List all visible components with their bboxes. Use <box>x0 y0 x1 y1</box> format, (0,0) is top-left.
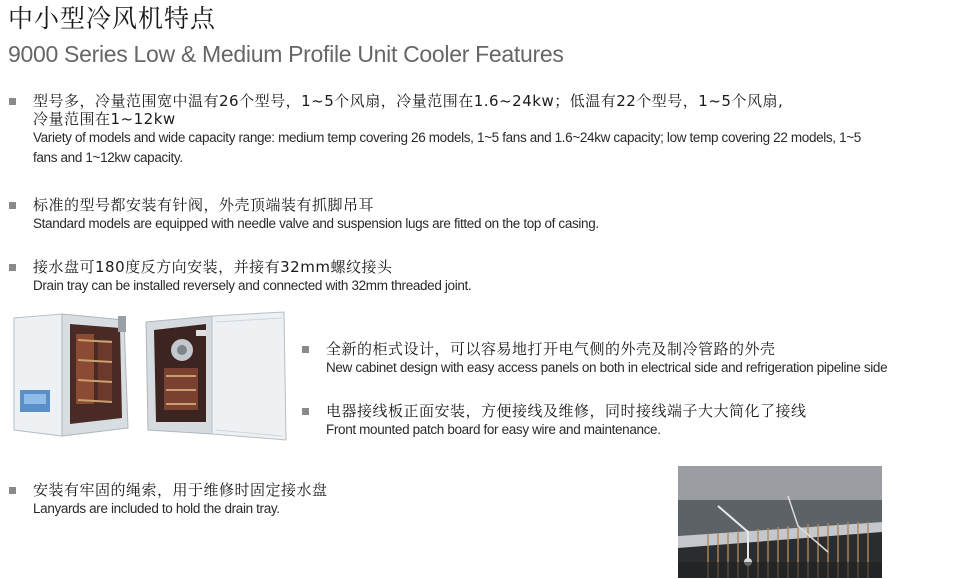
feature-en-text: New cabinet design with easy access panels on both in electrical side and refrigeration pipeline side <box>326 360 888 375</box>
feature-cn-text: 标准的型号都安装有针阀，外壳顶端装有抓脚吊耳 <box>33 196 375 214</box>
drain-tray-photo <box>678 466 882 578</box>
page-title-cn: 中小型冷风机特点 <box>8 4 217 33</box>
page-title-en: 9000 Series Low & Medium Profile Unit Cooler Features <box>8 41 564 67</box>
feature-cn-text: 接水盘可180度反方向安装，并接有32mm螺纹接头 <box>33 258 393 276</box>
feature-en-text: Drain tray can be installed reversely and connected with 32mm threaded joint. <box>33 278 472 293</box>
bullet-icon <box>9 202 16 209</box>
feature-en-text: Lanyards are included to hold the drain tray. <box>33 501 280 516</box>
bullet-icon <box>9 98 16 105</box>
feature-cn-text: 冷量范围在1~12kw <box>33 110 176 128</box>
bullet-icon <box>9 487 16 494</box>
bullet-icon <box>302 408 309 415</box>
feature-en-text: Variety of models and wide capacity range: medium temp covering 26 models, 1~5 fans and 1.6~24kw capacity; low temp covering 22 models, 1~5 <box>33 130 861 145</box>
feature-cn-text: 安装有牢固的绳索，用于维修时固定接水盘 <box>33 481 328 499</box>
feature-en-text: Front mounted patch board for easy wire and maintenance. <box>326 422 661 437</box>
feature-en-text: Standard models are equipped with needle valve and suspension lugs are fitted on the top of casing. <box>33 216 599 231</box>
feature-cn-text: 全新的柜式设计，可以容易地打开电气侧的外壳及制冷管路的外壳 <box>326 340 776 358</box>
bullet-icon <box>302 346 309 353</box>
bullet-icon <box>9 264 16 271</box>
feature-cn-text: 电器接线板正面安装，方便接线及维修，同时接线端子大大简化了接线 <box>326 402 807 420</box>
feature-en-text: fans and 1~12kw capacity. <box>33 150 183 165</box>
unit-cabinet-photo <box>12 310 288 445</box>
feature-cn-text: 型号多，冷量范围宽中温有26个型号，1~5个风扇，冷量范围在1.6~24kw；低温有22个型号，1~5个风扇, <box>33 92 784 110</box>
